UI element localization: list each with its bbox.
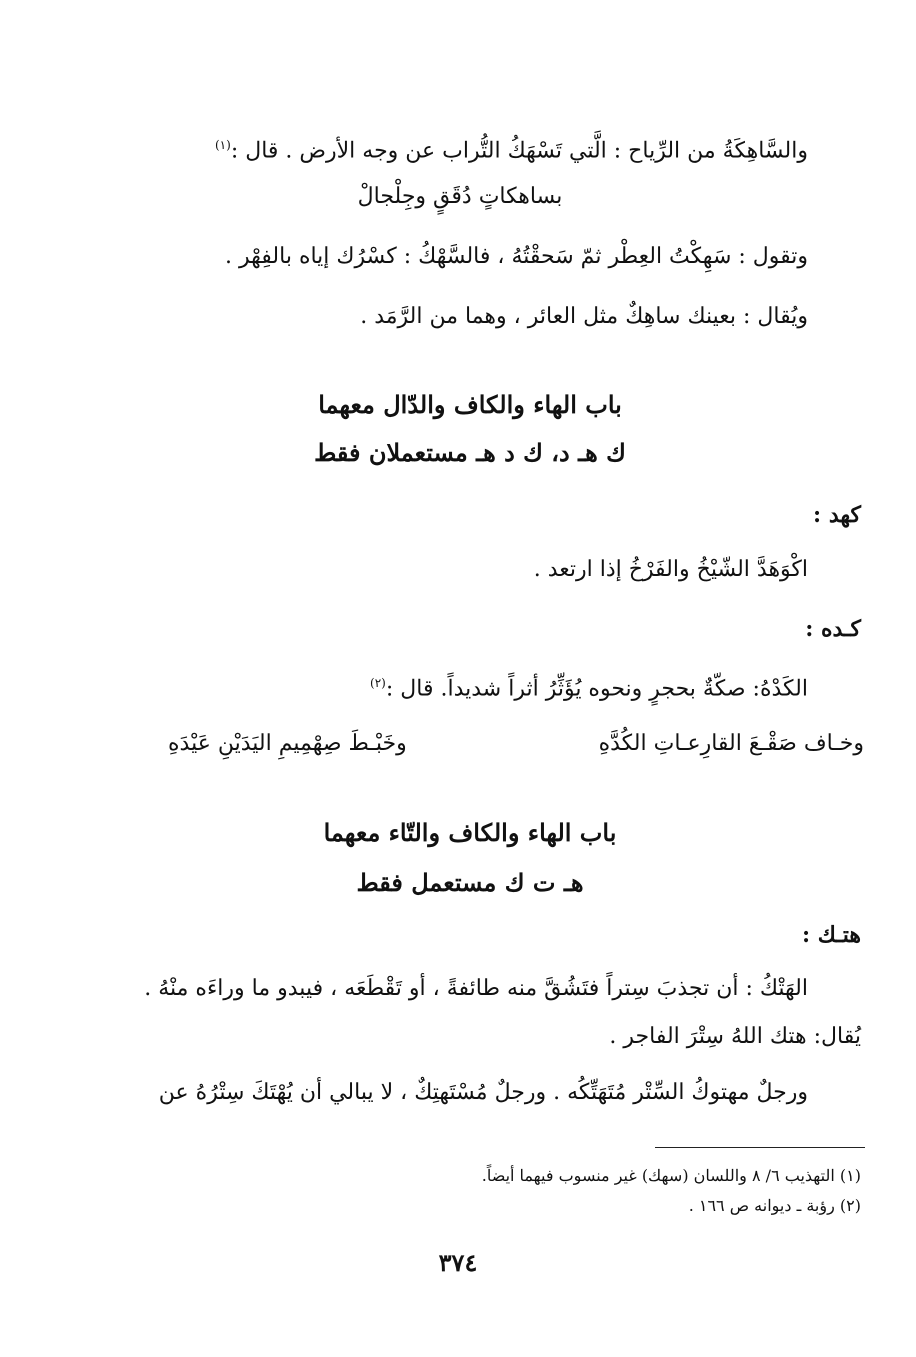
paragraph-yuqal: ويُقال : بعينك ساهِكٌ مثل العائر ، وهما من الرَّمَد . — [360, 304, 808, 329]
footnote-separator — [655, 1147, 865, 1148]
entry-text-kdh — [370, 666, 808, 706]
section-subtitle-hkd: ك هـ د، ك د هـ مستعملان فقط — [314, 438, 626, 467]
verse-hemistich-left: وخَبْـطَ صِهْمِيمِ اليَدَيْنِ عَيْدَهِ — [168, 731, 407, 756]
footnote-1: (١) التهذيب ٦/ ٨ واللسان (سهك) غير منسوب فيهما أيضاً. — [481, 1166, 861, 1185]
paragraph-sahika — [215, 128, 808, 168]
section-title-hkd: باب الهاء والكاف والدّال معهما — [318, 390, 622, 419]
page-number: ٣٧٤ — [438, 1248, 478, 1277]
entry-text-khd: اكْوَهَدَّ الشّيْخُ والفَرْخُ إذا ارتعد . — [533, 557, 808, 582]
entry-text: الكَدْهُ: صكّةٌ بحجرٍ ونحوه يُؤَثِّرُ أثراً شديداً. قال : — [385, 676, 808, 702]
entry-text-htk-1: الهَتْكُ : أن تجذبَ سِتراً فتَشُقَّ منه طائفةً ، أو تَقْطَعَه ، فيبدو ما وراءَه منْهُ . — [144, 976, 808, 1001]
paragraph-text: والسَّاهِكَةُ من الرِّياح : الَّتي تَسْهَكُ التُّراب عن وجه الأرض . قال : — [230, 138, 808, 164]
entry-head-khd: كهد : — [813, 502, 861, 528]
section-subtitle-hkt: هـ ت ك مستعمل فقط — [356, 868, 584, 897]
footnote-ref-1: (١) — [214, 138, 231, 152]
footnote-ref-2: (٢) — [370, 676, 386, 690]
section-title-hkt: باب الهاء والكاف والتّاء معهما — [323, 818, 617, 847]
verse-hemistich-right: وخـاف صَقْـعَ القارِعـاتِ الكُدَّهِ — [598, 731, 864, 756]
entry-head-kdh: كـده : — [805, 616, 861, 642]
paragraph-sahakt: وتقول : سَهِكْتُ العِطْر ثمّ سَحقْتُهُ ، فالسَّهْكُ : كسْرُك إياه بالفِهْر . — [225, 244, 808, 269]
entry-text-htk-3: ورجلٌ مهتوكُ السِّتْر مُتَهَتِّكُه . ورجلٌ مُسْتَهتِكٌ ، لا يبالي أن يُهْتَكَ سِتْرُهُ عن — [158, 1080, 808, 1105]
entry-head-htk: هتـك : — [801, 922, 861, 948]
footnote-2: (٢) رؤبة ـ ديوانه ص ١٦٦ . — [688, 1196, 861, 1215]
entry-text-htk-2: يُقال: هتك اللهُ سِتْرَ الفاجر . — [609, 1024, 861, 1049]
verse-line-1: بساهكاتٍ دُقَقٍ وجِلْجالْ — [357, 184, 563, 209]
